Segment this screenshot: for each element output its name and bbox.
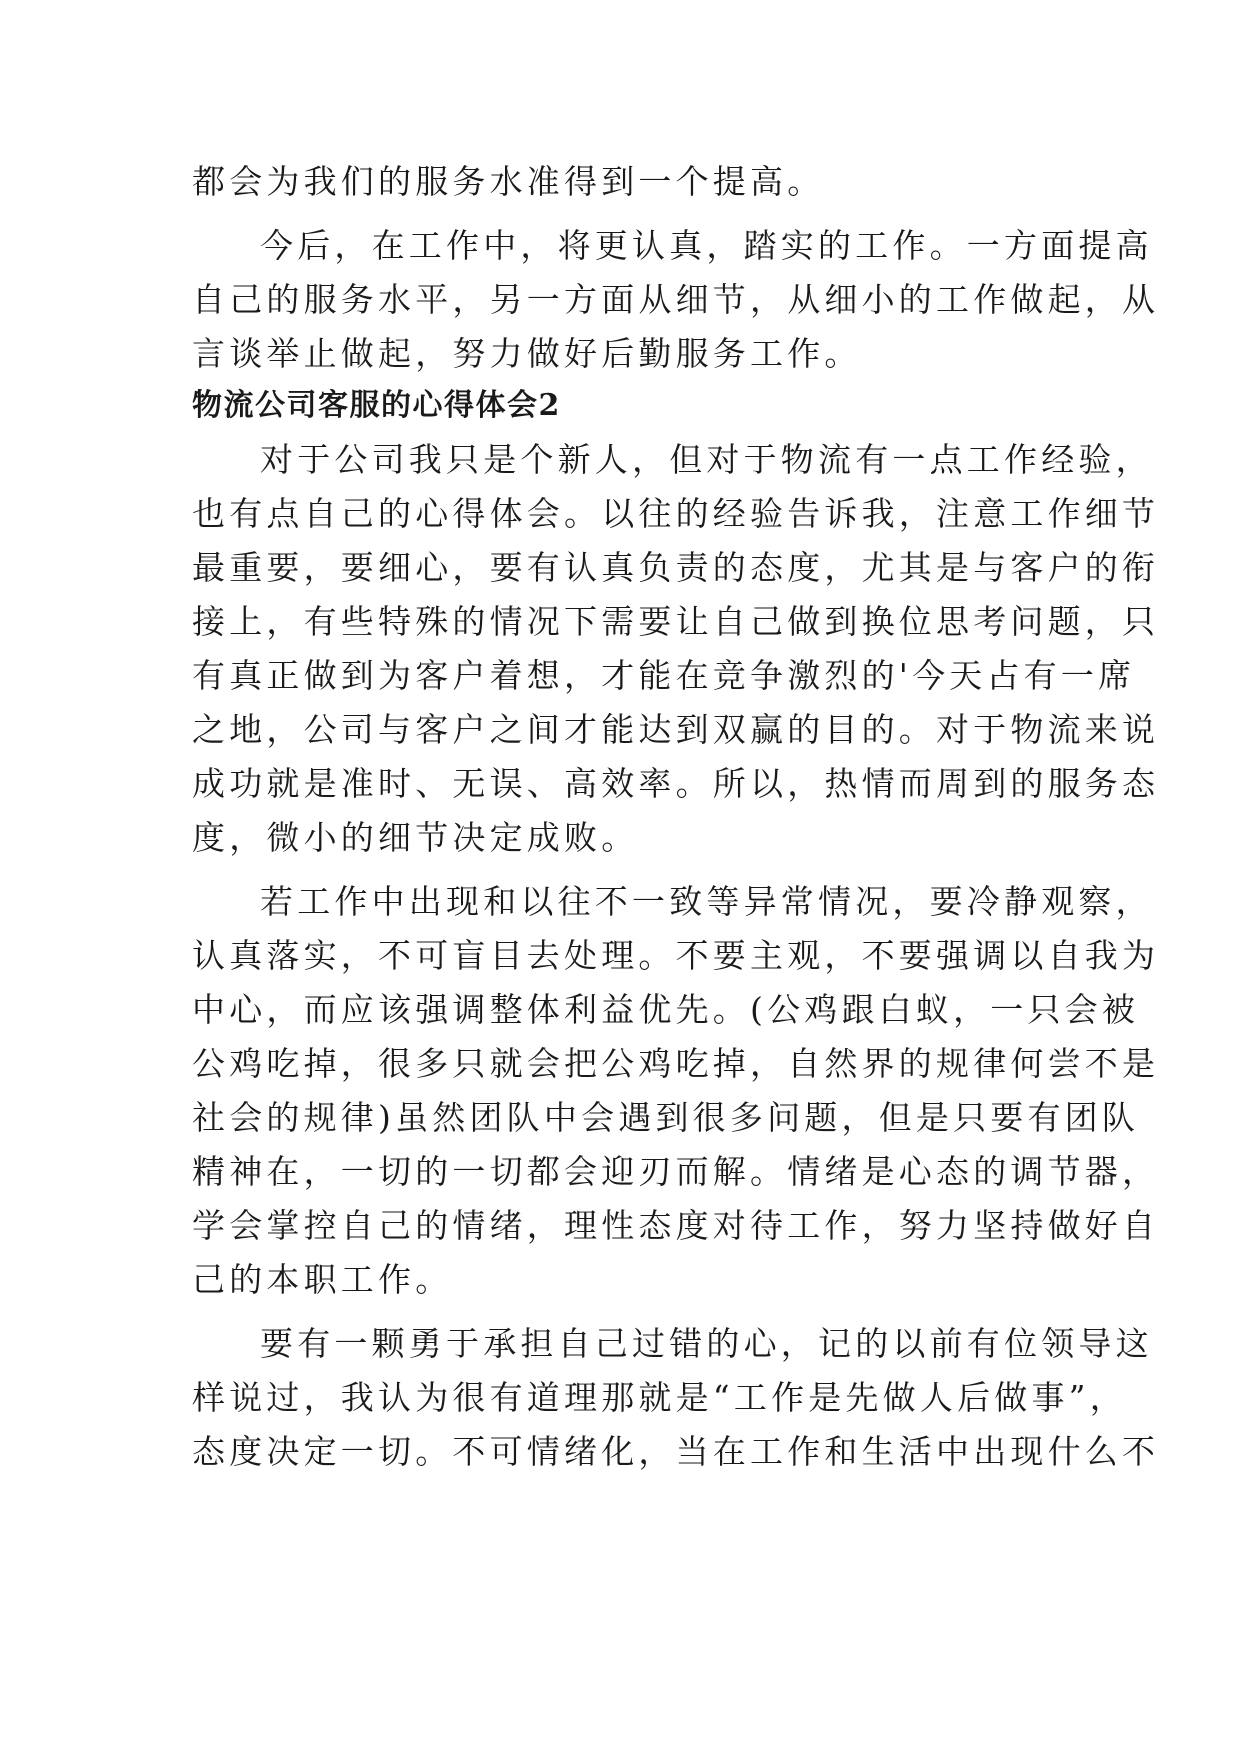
paragraph-line: 言谈举止做起，努力做好后勤服务工作。 [192,334,862,373]
paragraph-line: 自己的服务水平，另一方面从细节，从细小的工作做起，从 [192,280,1160,319]
paragraph-line: 也有点自己的心得体会。以往的经验告诉我，注意工作细节 [192,494,1160,533]
paragraph-line: 之地，公司与客户之间才能达到双赢的目的。对于物流来说 [192,710,1160,749]
paragraph-line: 都会为我们的服务水准得到一个提高。 [192,162,825,201]
paragraph-line: 精神在，一切的一切都会迎刃而解。情绪是心态的调节器， [192,1152,1160,1191]
paragraph-line: 社会的规律)虽然团队中会遇到很多问题，但是只要有团队 [192,1098,1140,1137]
paragraph-line: 中心，而应该强调整体利益优先。(公鸡跟白蚁，一只会被 [192,990,1140,1029]
paragraph-line: 学会掌控自己的情绪，理性态度对待工作，努力坚持做好自 [192,1206,1160,1245]
paragraph-line: 对于公司我只是个新人，但对于物流有一点工作经验， [260,440,1153,479]
section-heading: 物流公司客服的心得体会2 [192,388,561,423]
paragraph-line: 成功就是准时、无误、高效率。所以，热情而周到的服务态 [192,764,1160,803]
paragraph-line: 度，微小的细节决定成败。 [192,818,639,857]
paragraph-line: 己的本职工作。 [192,1260,453,1299]
paragraph-line: 态度决定一切。不可情绪化，当在工作和生活中出现什么不 [192,1432,1160,1471]
paragraph-line: 认真落实，不可盲目去处理。不要主观，不要强调以自我为 [192,936,1160,975]
paragraph-line: 若工作中出现和以往不一致等异常情况，要冷静观察， [260,882,1153,921]
paragraph-line: 今后，在工作中，将更认真，踏实的工作。一方面提高 [260,226,1153,265]
paragraph-line: 接上，有些特殊的情况下需要让自己做到换位思考问题，只 [192,602,1160,641]
paragraph-line: 要有一颗勇于承担自己过错的心，记的以前有位领导这 [260,1324,1153,1363]
paragraph-line: 有真正做到为客户着想，才能在竞争激烈的'今天占有一席 [192,656,1136,695]
paragraph-line: 样说过，我认为很有道理那就是“工作是先做人后做事”， [192,1378,1127,1417]
paragraph-line: 最重要，要细心，要有认真负责的态度，尤其是与客户的衔 [192,548,1160,587]
paragraph-line: 公鸡吃掉，很多只就会把公鸡吃掉，自然界的规律何尝不是 [192,1044,1160,1083]
